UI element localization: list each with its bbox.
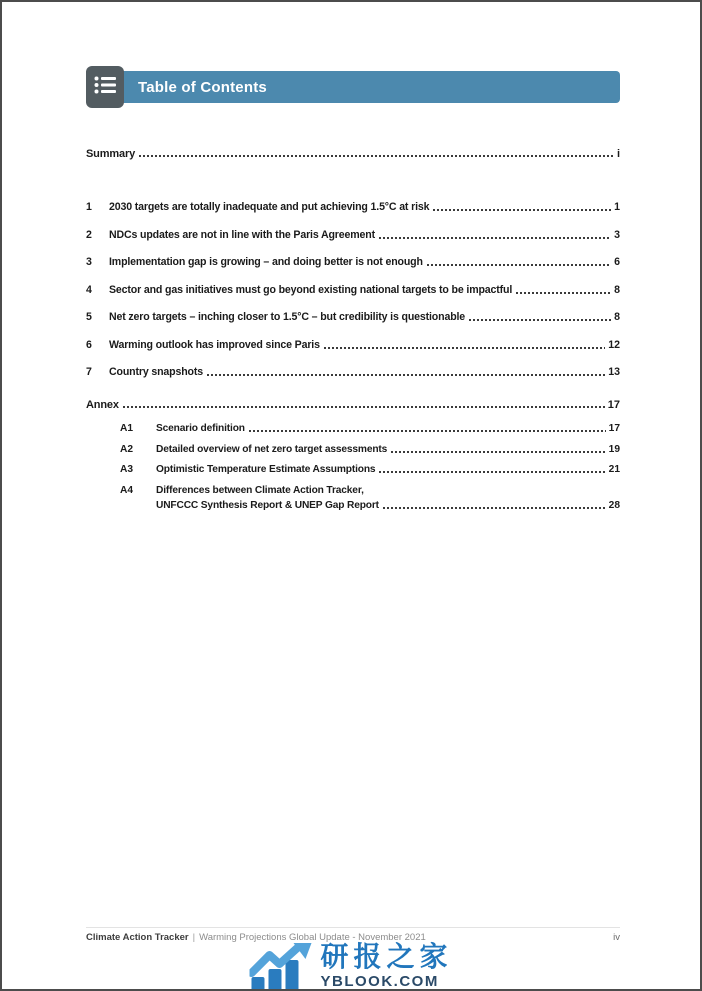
entry-page: 12	[608, 338, 620, 351]
entry-page: 17	[608, 423, 620, 434]
toc-icon-box	[86, 66, 124, 108]
toc-entry-5[interactable]	[86, 311, 620, 324]
dot-leader	[515, 291, 611, 295]
entry-title: 2030 targets are totally inadequate and put achieving 1.5°C at risk	[109, 201, 430, 213]
entry-page: 17	[607, 399, 620, 411]
entry-page: 3	[614, 228, 620, 241]
entry-title: Detailed overview of net zero target assessments	[156, 443, 388, 455]
entry-title: Differences between Climate Action Tracker,	[156, 484, 364, 496]
toc-entry-a4-line2[interactable]	[86, 500, 620, 512]
entry-title: Annex	[86, 399, 119, 411]
entry-title: Summary	[86, 148, 136, 160]
entry-title: NDCs updates are not in line with the Paris Agreement	[109, 228, 375, 241]
dot-leader	[390, 450, 605, 454]
list-icon	[94, 75, 116, 100]
entry-title: Warming outlook has improved since Paris	[109, 338, 320, 351]
bar-chart-arrow-icon	[249, 943, 311, 991]
toc-entry-a2[interactable]	[86, 444, 620, 456]
dot-leader	[382, 506, 606, 510]
entry-number: 1	[86, 201, 92, 213]
entry-number: A3	[120, 464, 134, 475]
entry-page: 8	[614, 311, 620, 323]
watermark-site: YBLOOK.COM	[320, 973, 439, 990]
toc-entry-7[interactable]	[86, 366, 620, 379]
dot-leader	[138, 154, 614, 158]
entry-page: 6	[614, 256, 620, 268]
entry-page: 19	[608, 443, 620, 455]
entry-page: 13	[608, 366, 620, 378]
toc-entry-summary[interactable]	[86, 148, 620, 160]
toc-body	[86, 148, 620, 521]
entry-title: Implementation gap is growing – and doing better is not enough	[109, 256, 423, 268]
entry-page: 28	[608, 500, 620, 511]
toc-entry-1[interactable]	[86, 201, 620, 214]
entry-number: 3	[86, 256, 92, 268]
entry-number: A4	[120, 484, 134, 496]
entry-title: Net zero targets – inching closer to 1.5°C – but credibility is questionable	[109, 311, 466, 323]
page-title: Table of Contents	[138, 78, 267, 96]
entry-number: 4	[86, 283, 92, 296]
entry-number: 7	[86, 366, 92, 378]
entry-number: 5	[86, 311, 92, 323]
footer-separator: |	[192, 932, 196, 943]
toc-entry-a3[interactable]	[86, 464, 620, 476]
entry-number: 6	[86, 338, 92, 351]
toc-title-banner	[120, 71, 620, 103]
watermark-cn-name: 研报之家	[320, 941, 453, 972]
toc-entry-a4-line1[interactable]	[86, 485, 620, 497]
dot-leader	[432, 208, 611, 212]
dot-leader	[206, 373, 605, 377]
page-number: iv	[613, 932, 620, 943]
footer-subtitle: Warming Projections Global Update - November 2021	[199, 932, 426, 943]
entry-title: Country snapshots	[109, 366, 203, 378]
toc-entry-6[interactable]	[86, 339, 620, 352]
dot-leader	[426, 263, 611, 267]
toc-entry-3[interactable]	[86, 256, 620, 269]
watermark-text	[320, 943, 452, 989]
dot-leader	[378, 236, 611, 240]
entry-page: i	[616, 148, 620, 160]
entry-title: Sector and gas initiatives must go beyond existing national targets to be impactful	[109, 283, 513, 296]
entry-page: 1	[614, 201, 620, 213]
toc-entry-4[interactable]	[86, 284, 620, 297]
entry-page: 21	[608, 464, 620, 475]
dot-leader	[468, 318, 611, 322]
footer-brand: Climate Action Tracker	[86, 932, 189, 943]
toc-entry-2[interactable]	[86, 229, 620, 242]
toc-header	[86, 66, 620, 108]
entry-title: Optimistic Temperature Estimate Assumptions	[156, 464, 376, 475]
dot-leader	[378, 470, 605, 474]
dot-leader	[122, 405, 605, 409]
entry-number: A1	[120, 423, 134, 434]
toc-entry-a1[interactable]	[86, 423, 620, 435]
watermark	[243, 943, 458, 991]
entry-number: 2	[86, 228, 92, 241]
entry-title: Scenario definition	[156, 423, 245, 434]
footer-divider	[86, 927, 620, 928]
toc-entry-annex[interactable]	[86, 399, 620, 411]
entry-page: 8	[614, 283, 620, 296]
dot-leader	[323, 346, 605, 350]
entry-title: UNFCCC Synthesis Report & UNEP Gap Report	[156, 500, 379, 511]
dot-leader	[248, 429, 606, 433]
entry-number: A2	[120, 443, 134, 455]
